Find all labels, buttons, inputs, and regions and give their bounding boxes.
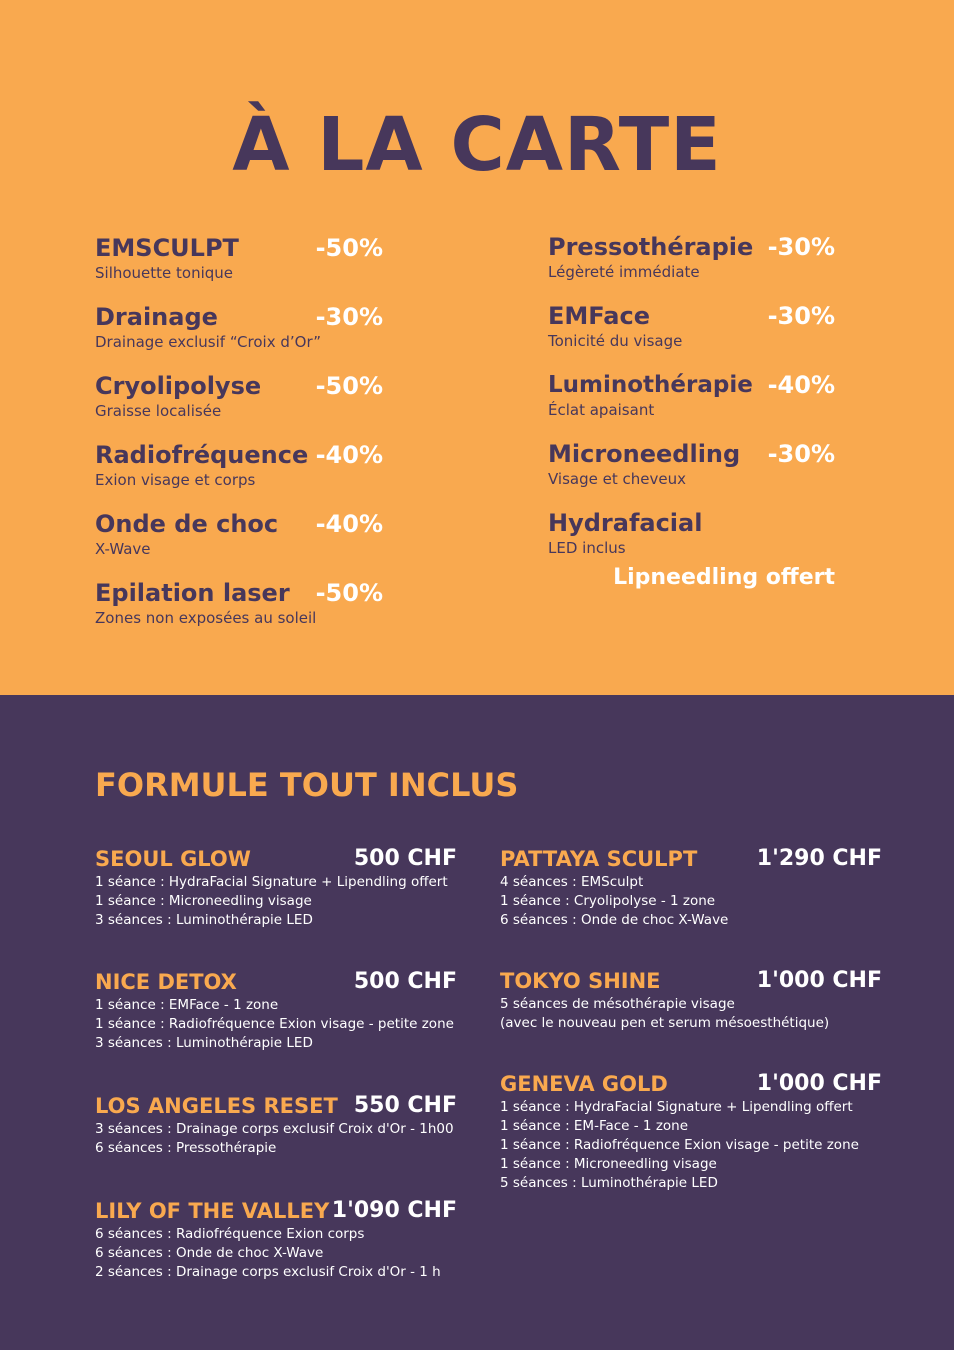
treatment-name: Onde de choc xyxy=(95,510,279,538)
formula-name: NICE DETOX xyxy=(95,970,237,994)
formula-name: SEOUL GLOW xyxy=(95,847,251,871)
formula-line: 1 séance : Microneedling visage xyxy=(95,893,312,909)
formula-line: 4 séances : EMSculpt xyxy=(500,874,644,890)
treatment-description: X-Wave xyxy=(95,540,151,558)
treatment-discount: -50% xyxy=(315,372,383,400)
formula-lines xyxy=(500,1098,859,1193)
formula-line: 6 séances : Onde de choc X-Wave xyxy=(500,912,729,928)
formula-line: 1 séance : Radiofréquence Exion visage - petite zone xyxy=(500,1137,859,1153)
formula-price: 1'000 CHF xyxy=(756,1071,882,1096)
formula-lines xyxy=(95,1120,454,1158)
formula-line: 1 séance : Cryolipolyse - 1 zone xyxy=(500,893,716,909)
treatment-description: Visage et cheveux xyxy=(548,470,686,488)
treatment-name: Hydrafacial xyxy=(548,509,703,537)
treatment-name: Radiofréquence xyxy=(95,441,309,469)
formula-name: PATTAYA SCULPT xyxy=(500,847,698,871)
treatment-name: Microneedling xyxy=(548,440,741,468)
page-title: À LA CARTE xyxy=(232,102,722,188)
treatment-name: EMFace xyxy=(548,302,650,330)
formula-lines xyxy=(500,873,728,930)
formula-line: 1 séance : Microneedling visage xyxy=(500,1156,717,1172)
formula-line: (avec le nouveau pen et serum mésoesthétique) xyxy=(500,1015,830,1031)
formula-line: 3 séances : Luminothérapie LED xyxy=(95,912,313,928)
formula-line: 6 séances : Onde de choc X-Wave xyxy=(95,1245,324,1261)
formula-price: 550 CHF xyxy=(353,1093,457,1118)
treatment-discount: -30% xyxy=(315,303,383,331)
treatment-name: EMSCULPT xyxy=(95,234,239,262)
formula-price: 1'290 CHF xyxy=(756,846,882,871)
treatment-name: Drainage xyxy=(95,303,218,331)
treatment-description: Zones non exposées au soleil xyxy=(95,609,317,627)
formula-line: 1 séance : HydraFacial Signature + Lipendling offert xyxy=(500,1099,853,1115)
treatment-discount: -30% xyxy=(767,440,835,468)
formula-lines xyxy=(500,995,829,1033)
treatment-description: Tonicité du visage xyxy=(548,332,683,350)
treatment-description: Drainage exclusif “Croix d’Or” xyxy=(95,333,322,351)
formula-line: 2 séances : Drainage corps exclusif Croix d'Or - 1 h xyxy=(95,1264,441,1280)
treatment-discount: -40% xyxy=(315,441,383,469)
formula-line: 3 séances : Luminothérapie LED xyxy=(95,1035,313,1051)
formula-price: 1'090 CHF xyxy=(331,1198,457,1223)
formula-lines xyxy=(95,1225,441,1282)
formula-line: 1 séance : Radiofréquence Exion visage - petite zone xyxy=(95,1016,454,1032)
treatment-discount: -30% xyxy=(767,233,835,261)
formula-line: 6 séances : Pressothérapie xyxy=(95,1140,277,1156)
treatment-discount: -30% xyxy=(767,302,835,330)
treatment-description: Graisse localisée xyxy=(95,402,222,420)
treatment-name: Cryolipolyse xyxy=(95,372,262,400)
formula-name: GENEVA GOLD xyxy=(500,1072,668,1096)
formula-line: 1 séance : HydraFacial Signature + Lipendling offert xyxy=(95,874,448,890)
formula-line: 5 séances : Luminothérapie LED xyxy=(500,1175,718,1191)
treatment-name: Luminothérapie xyxy=(548,372,753,398)
treatment-description: Silhouette tonique xyxy=(95,264,234,282)
treatment-discount: -40% xyxy=(767,371,835,399)
treatment-description: Légèreté immédiate xyxy=(548,263,700,281)
hydrafacial-offer: Lipneedling offert xyxy=(613,565,835,590)
treatment-discount: -40% xyxy=(315,510,383,538)
formula-name: LILY OF THE VALLEY xyxy=(95,1199,330,1223)
treatment-description: Exion visage et corps xyxy=(95,471,256,489)
formula-name: TOKYO SHINE xyxy=(500,969,661,993)
formula-price: 1'000 CHF xyxy=(756,968,882,993)
formula-line: 3 séances : Drainage corps exclusif Croix d'Or - 1h00 xyxy=(95,1121,454,1137)
treatment-discount: -50% xyxy=(315,579,383,607)
treatment-name: Pressothérapie xyxy=(548,233,754,261)
treatment-description: LED inclus xyxy=(548,539,626,557)
formula-line: 1 séance : EMFace - 1 zone xyxy=(95,997,279,1013)
treatment-discount: -50% xyxy=(315,234,383,262)
treatment-description: Éclat apaisant xyxy=(548,401,655,419)
formula-price: 500 CHF xyxy=(353,969,457,994)
formula-line: 5 séances de mésothérapie visage xyxy=(500,996,735,1012)
formula-name: LOS ANGELES RESET xyxy=(95,1094,338,1118)
formula-line: 6 séances : Radiofréquence Exion corps xyxy=(95,1226,365,1242)
treatment-name: Epilation laser xyxy=(95,579,290,607)
formula-line: 1 séance : EM-Face - 1 zone xyxy=(500,1118,689,1134)
formula-lines xyxy=(95,996,454,1053)
formula-lines xyxy=(95,873,448,930)
formula-price: 500 CHF xyxy=(353,846,457,871)
formules-title: FORMULE TOUT INCLUS xyxy=(95,766,519,804)
